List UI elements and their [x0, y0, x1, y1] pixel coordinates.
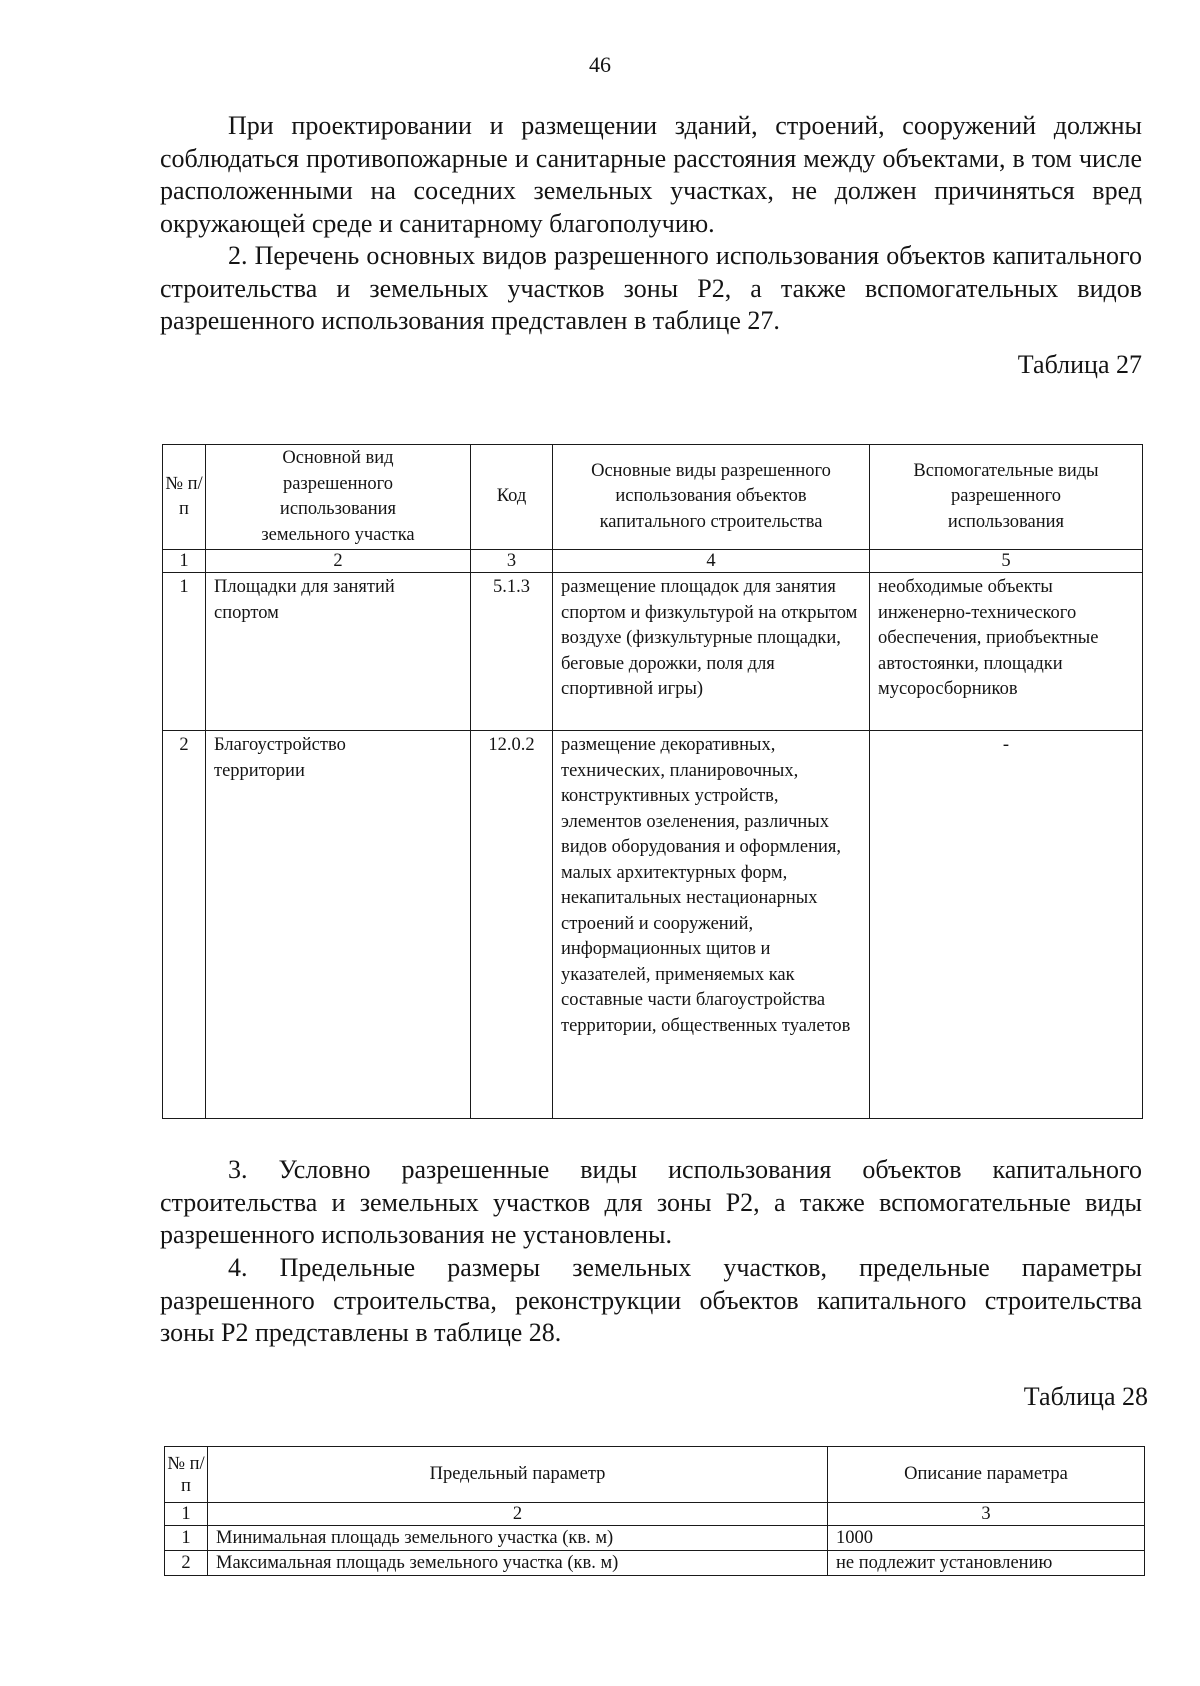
table-27-colnum: 5	[870, 550, 1143, 573]
table-28-colnum: 3	[828, 1503, 1145, 1526]
table-27-column-numbers-row	[163, 550, 1143, 573]
paragraph-3: 3. Условно разрешенные виды использования объектов капитального строительства и земельных участков для зоны Р2, а также вспомогательные виды разрешенного использования не установлены.	[160, 1155, 1142, 1249]
table-28	[164, 1446, 1145, 1576]
table-27-row-num: 1	[163, 573, 206, 731]
table-28-value: не подлежит установлению	[828, 1551, 1145, 1576]
table-28-header-num: № п/п	[165, 1447, 208, 1503]
table-28-header-param: Предельный параметр	[208, 1447, 828, 1503]
table-28-header-row	[165, 1447, 1145, 1503]
table-27-colnum: 1	[163, 550, 206, 573]
table-27-code: 5.1.3	[471, 573, 553, 731]
table-27-aux-uses: необходимые объекты инженерно-технического обеспечения, приобъектные автостоянки, площадки мусоросборников	[870, 573, 1143, 731]
table-27-header-code: Код	[471, 445, 553, 550]
paragraph-2: 2. Перечень основных видов разрешенного использования объектов капитального строительства и земельных участков зоны Р2, а также вспомогательных видов разрешенного использования представлен в таблице 27.	[160, 241, 1142, 335]
table-27-colnum: 4	[553, 550, 870, 573]
table-28-column-numbers-row	[165, 1503, 1145, 1526]
paragraph-1: При проектировании и размещении зданий, строений, сооружений должны соблюдаться противопожарные и санитарные расстояния между объектами, в том числе расположенными на соседних земельных участках, не должен причиняться вред окружающей среде и санитарному благополучию.	[160, 111, 1142, 238]
table-28-param: Минимальная площадь земельного участка (кв. м)	[208, 1526, 828, 1551]
table-28-colnum: 1	[165, 1503, 208, 1526]
table-27-header-aux-uses: Вспомогательные виды разрешенного использования	[870, 445, 1143, 550]
table-27-header-row	[163, 445, 1143, 550]
table-27-aux-uses: -	[870, 731, 1143, 1119]
table-27-row	[163, 731, 1143, 1119]
table-28-row	[165, 1526, 1145, 1551]
table-27-colnum: 2	[206, 550, 471, 573]
table-27	[162, 444, 1143, 1119]
table-28-caption: Таблица 28	[1023, 1382, 1148, 1411]
table-28-param: Максимальная площадь земельного участка (кв. м)	[208, 1551, 828, 1576]
table-27-oks-uses: размещение площадок для занятия спортом и физкультурой на открытом воздухе (физкультурные площадки, беговые дорожки, поля для спортивной игры)	[553, 573, 870, 731]
table-28-row	[165, 1551, 1145, 1576]
table-27-main-use: Площадки для занятий спортом	[206, 573, 471, 731]
table-28-row-num: 1	[165, 1526, 208, 1551]
table-27-code: 12.0.2	[471, 731, 553, 1119]
table-28-row-num: 2	[165, 1551, 208, 1576]
table-27-colnum: 3	[471, 550, 553, 573]
table-27-header-num: № п/п	[163, 445, 206, 550]
table-27-oks-uses: размещение декоративных, технических, планировочных, конструктивных устройств, элементов озеленения, различных видов оборудования и оформления, малых архитектурных форм, некапитальных нестационарных строений и сооружений, информационных щитов и указателей, применяемых как составные части благоустройства территории, общественных туалетов	[553, 731, 870, 1119]
table-27-row	[163, 573, 1143, 731]
table-27-caption: Таблица 27	[1017, 350, 1142, 379]
table-28-value: 1000	[828, 1526, 1145, 1551]
paragraph-4: 4. Предельные размеры земельных участков, предельные параметры разрешенного строительства, реконструкции объектов капитального строительства зоны Р2 представлены в таблице 28.	[160, 1253, 1142, 1347]
table-27-header-oks-uses: Основные виды разрешенного использования объектов капитального строительства	[553, 445, 870, 550]
table-27-header-main-use: Основной вид разрешенного использования земельного участка	[206, 445, 471, 550]
table-27-row-num: 2	[163, 731, 206, 1119]
page-number: 46	[589, 52, 611, 77]
table-28-header-value: Описание параметра	[828, 1447, 1145, 1503]
table-27-main-use: Благоустройство территории	[206, 731, 471, 1119]
table-28-colnum: 2	[208, 1503, 828, 1526]
